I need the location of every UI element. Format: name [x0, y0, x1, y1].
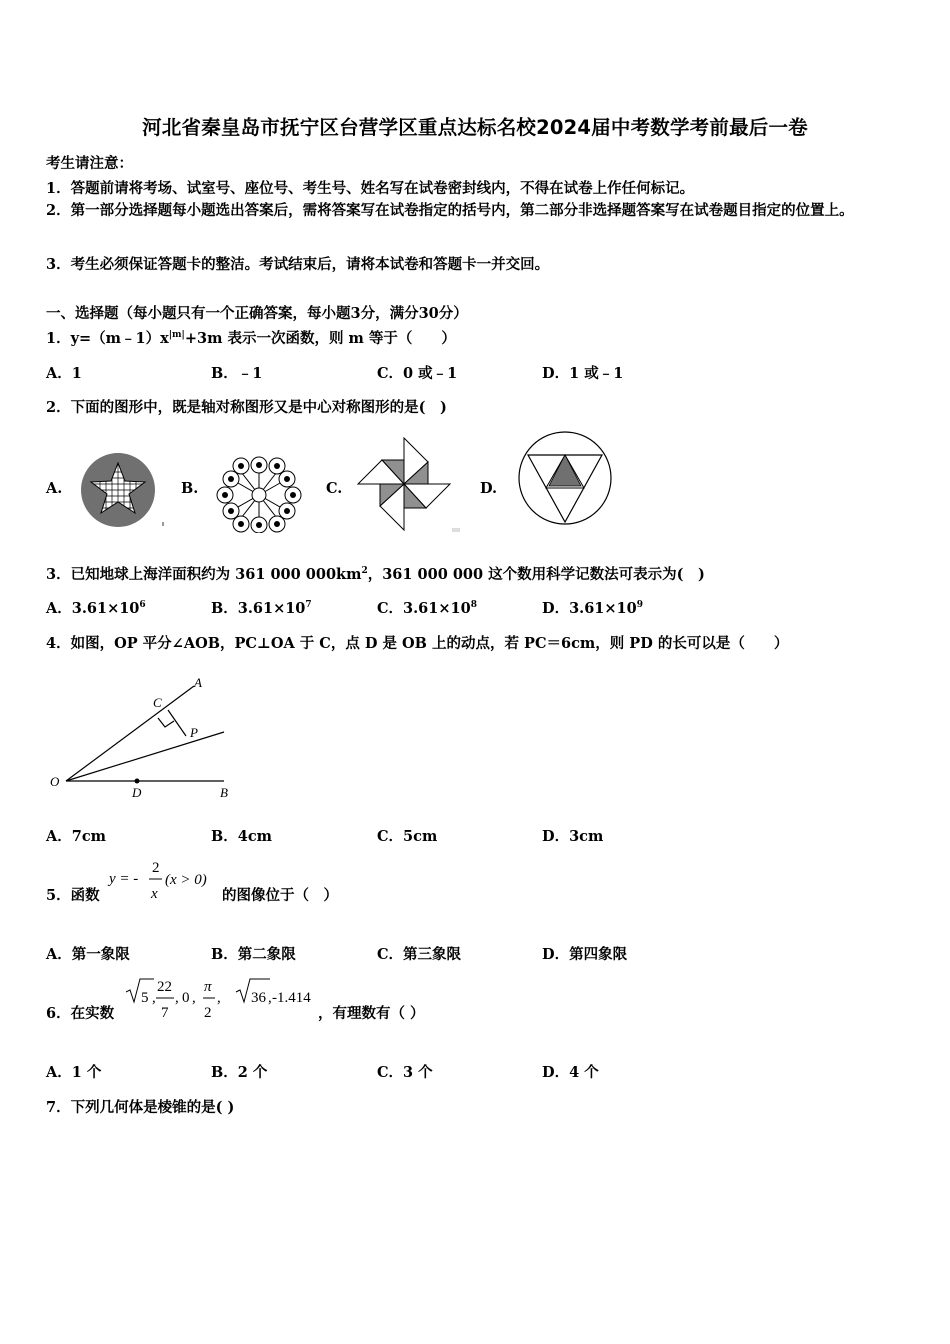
q6-root-5: 5	[141, 990, 149, 1006]
q2-figure-b-flower	[214, 455, 304, 533]
q3-option-c[interactable]	[377, 597, 477, 618]
q3-option-a-exp: 6	[139, 600, 146, 611]
q4-label-o: O	[50, 774, 60, 789]
q1-option-c[interactable]: C．0 或﹣1	[377, 365, 458, 382]
q3-option-c-base: C．3.61×10	[377, 600, 471, 617]
q1-option-d[interactable]: D．1 或﹣1	[542, 365, 624, 382]
question-7-stem: 7．下列几何体是棱锥的是( )	[46, 1099, 235, 1116]
svg-text:,: ,	[192, 990, 196, 1006]
q2-figure-a-star-in-circle	[78, 452, 168, 530]
q4-label-c: C	[153, 695, 162, 710]
q6-option-d[interactable]: D．4 个	[542, 1064, 599, 1081]
q4-label-a: A	[194, 675, 202, 690]
question-1-stem	[46, 327, 456, 348]
q6-last: -1.414	[272, 990, 311, 1006]
question-4-stem: 4．如图，OP 平分∠AOB，PC⊥OA 于 C，点 D 是 OB 上的动点，若 PC＝6cm，则 PD 的长可以是（ ）	[46, 635, 789, 652]
q1-option-b[interactable]: B．﹣1	[211, 365, 263, 382]
q1-post: +3m 表示一次函数，则 m 等于（ ）	[184, 330, 456, 347]
q6-frac1-num: 22	[157, 979, 172, 995]
q1-pre: 1．y=（m﹣1）x	[46, 330, 169, 347]
q6-option-c[interactable]: C．3 个	[377, 1064, 433, 1081]
q4-option-b[interactable]: B．4cm	[211, 828, 273, 845]
section-heading: 一、选择题（每小题只有一个正确答案，每小题3分，满分30分）	[46, 305, 468, 322]
q5-option-d[interactable]: D．第四象限	[542, 946, 628, 963]
q5-formula-den: x	[151, 886, 158, 902]
notice-heading: 考生请注意：	[46, 155, 133, 172]
q2-figure-c-pinwheel	[352, 432, 464, 536]
question-2-stem: 2．下面的图形中，既是轴对称图形又是中心对称图形的是( )	[46, 399, 447, 416]
q6-option-a[interactable]: A．1 个	[46, 1064, 102, 1081]
q3-option-a-base: A．3.61×10	[46, 600, 140, 617]
notice-item-3: 3．考生必须保证答题卡的整洁。考试结束后，请将本试卷和答题卡一并交回。	[46, 256, 550, 273]
q3-pre: 3．已知地球上海洋面积约为 361 000 000km	[46, 566, 362, 583]
q3-option-b-exp: 7	[305, 600, 312, 611]
q6-frac2-den: 2	[204, 1005, 212, 1021]
q5-option-b[interactable]: B．第二象限	[211, 946, 296, 963]
q5-formula	[106, 855, 222, 905]
q6-frac2-num: π	[204, 979, 212, 995]
q3-option-d-base: D．3.61×10	[542, 600, 637, 617]
q4-geometry-figure	[44, 670, 244, 806]
q6-post: ，有理数有（ ）	[318, 1005, 425, 1022]
svg-text:,: ,	[175, 990, 179, 1006]
q3-option-b[interactable]	[211, 597, 312, 618]
q5-formula-lhs: y = -	[109, 871, 139, 887]
q6-pre: 6．在实数	[46, 1005, 115, 1022]
q3-unit-exponent: 2	[361, 566, 368, 577]
notice-item-2: 2．第一部分选择题每小题选出答案后，需将答案写在试卷指定的括号内，第二部分非选择题答案写在试卷题目指定的位置上。	[46, 202, 854, 219]
q5-post: 的图像位于（ ）	[222, 887, 338, 904]
q3-option-d[interactable]	[542, 597, 643, 618]
q3-post: ，361 000 000 这个数用科学记数法可表示为( )	[367, 566, 705, 583]
q5-option-c[interactable]: C．第三象限	[377, 946, 462, 963]
q4-label-b: B	[220, 785, 228, 800]
q2-figure-d-triangle-in-circle	[516, 430, 614, 528]
q6-zero: 0	[182, 990, 190, 1006]
page-title: 河北省秦皇岛市抚宁区台营学区重点达标名校2024届中考数学考前最后一卷	[142, 116, 808, 139]
notice-item-1: 1．答题前请将考场、试室号、座位号、考生号、姓名写在试卷密封线内，不得在试卷上作任何标记。	[46, 180, 695, 197]
q2-label-b[interactable]: B.	[181, 480, 199, 497]
svg-text:,: ,	[217, 990, 221, 1006]
q6-formula	[122, 972, 318, 1024]
q6-root-36: 36	[251, 990, 266, 1006]
q3-option-b-base: B．3.61×10	[211, 600, 306, 617]
q6-option-b[interactable]: B．2 个	[211, 1064, 268, 1081]
q2-label-a[interactable]: A.	[46, 480, 63, 497]
q4-option-a[interactable]: A．7cm	[46, 828, 107, 845]
q5-formula-cond: (x > 0)	[165, 872, 207, 888]
question-3-stem	[46, 563, 705, 584]
q4-option-d[interactable]: D．3cm	[542, 828, 604, 845]
svg-text:,: ,	[268, 990, 272, 1006]
q3-option-a[interactable]	[46, 597, 146, 618]
q2-label-d[interactable]: D.	[480, 480, 498, 497]
q4-label-d: D	[132, 785, 142, 800]
svg-text:,: ,	[152, 990, 156, 1006]
q5-option-a[interactable]: A．第一象限	[46, 946, 130, 963]
q3-option-d-exp: 9	[636, 600, 643, 611]
q4-label-p: P	[190, 725, 198, 740]
q3-option-c-exp: 8	[470, 600, 477, 611]
q5-pre: 5．函数	[46, 887, 100, 904]
q5-formula-num: 2	[152, 860, 160, 876]
q4-option-c[interactable]: C．5cm	[377, 828, 438, 845]
q1-exponent: |m|	[168, 330, 185, 341]
q6-frac1-den: 7	[161, 1005, 169, 1021]
q1-option-a[interactable]: A．1	[46, 365, 82, 382]
q2-label-c[interactable]: C.	[326, 480, 343, 497]
